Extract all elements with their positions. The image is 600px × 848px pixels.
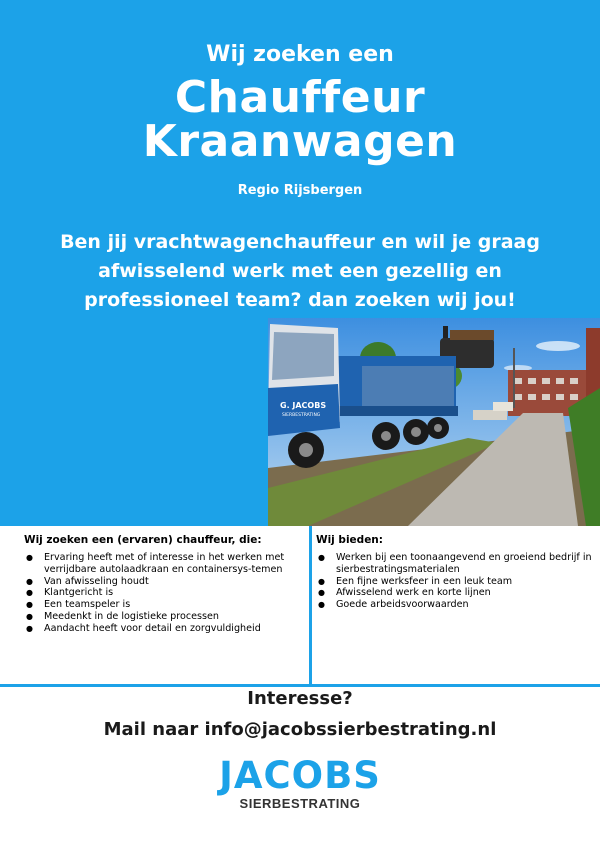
list-item: ● Een fijne werksfeer in een leuk team	[316, 576, 594, 588]
truck-text: G. JACOBS	[280, 401, 327, 410]
intro-text: Ben jij vrachtwagenchauffeur en wil je graag afwisselend werk met een gezellig en professioneel team? dan zoeken wij jou!	[60, 231, 540, 311]
list-item: ● Klantgericht is	[24, 587, 303, 599]
headline-intro: Wij zoeken een	[206, 42, 394, 67]
requirements-column	[0, 526, 312, 684]
offer-list	[316, 552, 594, 611]
truck-photo	[268, 318, 600, 526]
list-item: ● Ervaring heeft met of interesse in het werken met verrijdbare autolaadkraan en containersys-temen	[24, 552, 303, 576]
offer-heading: Wij bieden:	[316, 534, 383, 546]
mail-line[interactable]: Mail naar info@jacobssierbestrating.nl	[103, 719, 497, 740]
logo-subtitle: SIERBESTRATING	[239, 796, 361, 811]
list-item: ● Afwisselend werk en korte lijnen	[316, 587, 594, 599]
company-logo	[0, 754, 600, 811]
requirements-heading: Wij zoeken een (ervaren) chauffeur, die:	[24, 534, 262, 546]
divider	[0, 684, 600, 687]
list-item: ● Een teamspeler is	[24, 599, 303, 611]
list-item: ● Aandacht heeft voor detail en zorgvuldigheid	[24, 623, 303, 635]
details-section	[0, 526, 600, 686]
job-title-line1: Chauffeur	[174, 72, 426, 123]
job-title-line2: Kraanwagen	[142, 116, 458, 167]
list-item: ● Werken bij een toonaangevend en groeiend bedrijf in sierbestratingsmaterialen	[316, 552, 594, 576]
list-item: ● Goede arbeidsvoorwaarden	[316, 599, 594, 611]
blue-panel	[0, 318, 268, 526]
list-item: ● Van afwisseling houdt	[24, 576, 303, 588]
requirements-list	[24, 552, 303, 635]
region-label: Regio Rijsbergen	[237, 183, 363, 198]
truck-subtext: SIERBESTRATING	[282, 413, 321, 418]
offer-column	[312, 526, 600, 684]
list-item: ● Meedenkt in de logistieke processen	[24, 611, 303, 623]
logo-wordmark: JACOBS	[219, 754, 381, 797]
interest-heading: Interesse?	[247, 688, 353, 709]
